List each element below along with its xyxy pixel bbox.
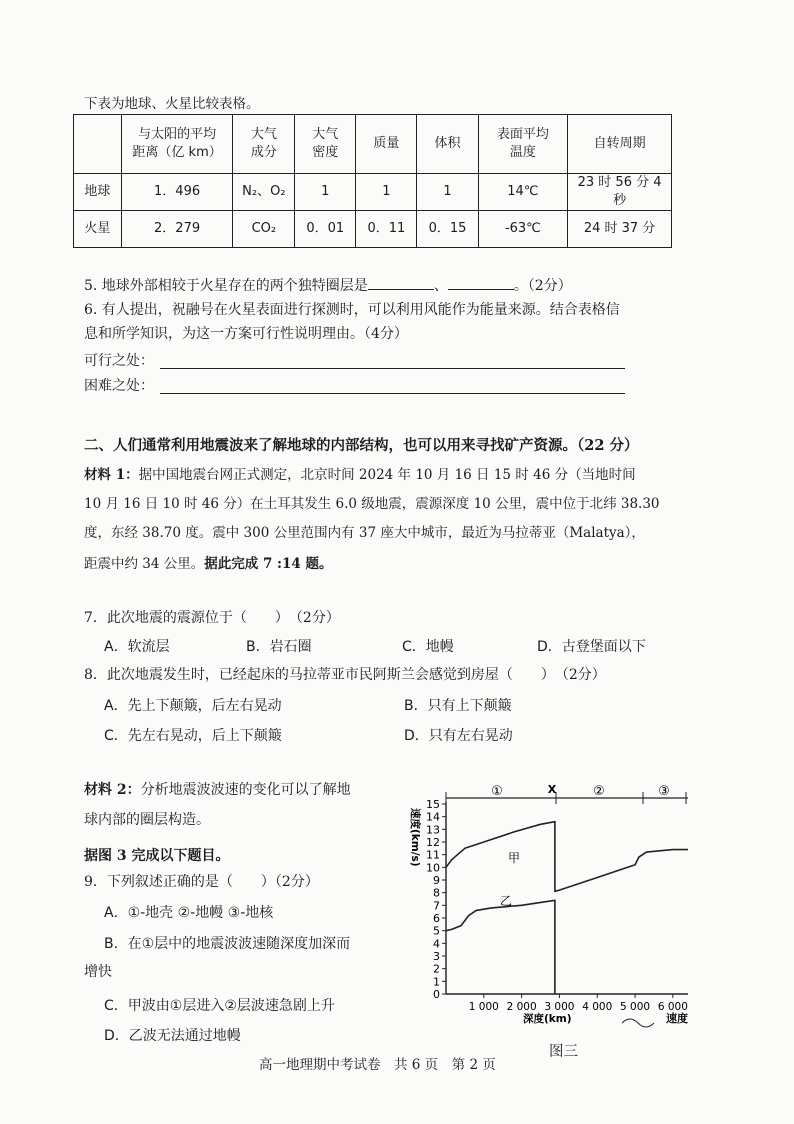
- table-intro: 下表为地球、火星比较表格。: [84, 96, 260, 112]
- y-tick-label: 2: [433, 962, 440, 976]
- x-tick-label: 6 000: [657, 1001, 688, 1013]
- table-cell: 地球: [74, 174, 122, 211]
- y-tick-label: 9: [433, 874, 440, 887]
- y-tick-label: 11: [426, 848, 440, 862]
- y-tick-label: 5: [433, 924, 440, 938]
- table-cell: 2．279: [121, 211, 233, 248]
- table-header-cell: 表面平均 温度: [478, 115, 568, 174]
- question-6-line2: 息和所学知识，为这一方案可行性说明理由。（4分）: [84, 326, 408, 342]
- question-7-stem: 7．此次地震的震源位于（ ） （2分）: [84, 610, 340, 626]
- q5-score-text: 。（2分）: [513, 278, 572, 294]
- question-5: [84, 275, 572, 295]
- q9-option-b[interactable]: B．在①层中的地震波波速随深度加深而: [104, 936, 351, 952]
- y-tick-label: 0: [433, 988, 440, 1001]
- table-cell: CO₂: [233, 211, 295, 248]
- material-1-text: 据中国地震台网正式测定，北京时间 2024 年 10 月 16 日 15 时 46 分（当地时间: [138, 467, 636, 483]
- table-header-row: [74, 115, 672, 174]
- x-tick-label: 1 000: [468, 1001, 499, 1013]
- table-cell: -63℃: [478, 211, 568, 248]
- question-9-stem: 9．下列叙述正确的是（ ）（2分）: [84, 874, 319, 890]
- table-row: [74, 174, 672, 211]
- table-cell: 0．15: [417, 211, 478, 248]
- table-header-cell: 与太阳的平均 距离（亿 km）: [121, 115, 233, 174]
- q9-option-a[interactable]: A．①-地壳 ②-地幔 ③-地核: [104, 905, 274, 921]
- material-1-line4: [84, 552, 333, 572]
- table-cell: 火星: [74, 211, 122, 248]
- y-tick-label: 1: [433, 975, 440, 989]
- x-tick-label: 3 000: [544, 1001, 575, 1013]
- figure-caption-text: 图三: [549, 1044, 578, 1060]
- x-tick-label: 2 000: [506, 1001, 537, 1013]
- material-1-line3: 度，东经 38.70 度。震中 300 公里范围内有 37 座大中城市，最近为马拉蒂亚（Malatya），: [84, 525, 645, 541]
- x-tick-label: 5 000: [620, 1001, 651, 1013]
- table-cell: 1: [356, 174, 417, 211]
- q8-option-a[interactable]: A．先上下颠簸，后左右晃动: [104, 698, 282, 714]
- x-tick-label: 4 000: [582, 1001, 613, 1013]
- q8-option-d[interactable]: D．只有左右晃动: [404, 728, 513, 744]
- y-tick-label: 14: [426, 810, 440, 824]
- series-line-jia: [446, 822, 688, 892]
- q8-option-b[interactable]: B．只有上下颠簸: [404, 698, 512, 714]
- table-cell: N₂、O₂: [233, 174, 295, 211]
- material-1-line1: [84, 463, 636, 483]
- material-1-distance: 距震中约 34 公里。: [84, 556, 205, 572]
- table-cell: 23 时 56 分 4 秒: [568, 174, 672, 211]
- y-tick-label: 10: [426, 861, 440, 875]
- table-header-cell: 大气 密度: [295, 115, 356, 174]
- q7-option-c[interactable]: C．地幔: [402, 639, 454, 655]
- table-header-cell: [74, 115, 122, 174]
- table-cell: 0．11: [356, 211, 417, 248]
- difficulty-answer-line[interactable]: [160, 393, 625, 394]
- material-2-label: 材料 2：: [84, 782, 141, 798]
- legend-wave-icon: [622, 1019, 654, 1027]
- y-tick-label: 7: [433, 899, 440, 913]
- layer-label-1: ①: [491, 784, 503, 799]
- y-tick-label: 6: [433, 912, 440, 925]
- table-cell: 1: [295, 174, 356, 211]
- q8-option-c[interactable]: C．先左右晃动，后上下颠簸: [104, 728, 282, 744]
- q9-option-d[interactable]: D．乙波无法通过地幔: [104, 1028, 241, 1044]
- q5-text: 5. 地球外部相较于火星存在的两个独特圈层是: [84, 278, 368, 294]
- q9-option-c[interactable]: C．甲波由①层进入②层波速急剧上升: [104, 998, 335, 1014]
- q5-answer-blank-2[interactable]: [448, 275, 514, 290]
- feasible-answer-line[interactable]: [160, 368, 625, 369]
- question-6-line1: 6. 有人提出，祝融号在火星表面进行探测时，可以利用风能作为能量来源。结合表格信: [84, 302, 620, 318]
- q7-option-b[interactable]: B．岩石圈: [246, 639, 312, 655]
- wave-label-jia: 甲: [508, 851, 521, 865]
- material-2-line1: [84, 779, 351, 799]
- y-tick-label: 13: [426, 823, 440, 837]
- feasible-label: 可行之处：: [84, 353, 154, 369]
- layer-label-2: ②: [593, 784, 605, 799]
- seismic-wave-chart: [400, 774, 700, 1044]
- table-cell: 14℃: [478, 174, 568, 211]
- wave-label-yi: 乙: [500, 894, 513, 908]
- q7-option-d[interactable]: D．古登堡面以下: [537, 639, 646, 655]
- material-1-label: 材料 1：: [84, 467, 139, 483]
- table-header-cell: 质量: [356, 115, 417, 174]
- table-header-cell: 体积: [417, 115, 478, 174]
- x-axis-label: 深度(km): [523, 1013, 572, 1025]
- earth-mars-table: [73, 114, 672, 248]
- material-1-line2: 10 月 16 日 10 时 46 分）在土耳其发生 6.0 级地震，震源深度 10 公里，震中位于北纬 38.30: [84, 496, 660, 512]
- layer-label-3: ③: [658, 784, 670, 799]
- material-2-text: 分析地震波波速的变化可以了解地: [140, 782, 351, 798]
- material-2-line2: 球内部的圈层构造。: [84, 812, 210, 828]
- y-tick-label: 12: [426, 836, 440, 849]
- difficulty-label: 困难之处：: [84, 378, 154, 394]
- table-cell: 0．01: [295, 211, 356, 248]
- series-line-yi: [446, 900, 555, 994]
- layer-label-x: X: [547, 783, 557, 796]
- q5-separator: 、: [433, 278, 448, 294]
- q9-option-b-cont: 增快: [84, 964, 112, 980]
- material-2-instruction: 据图 3 完成以下题目。: [84, 848, 230, 864]
- table-row: [74, 211, 672, 248]
- table-cell: 24 时 37 分: [568, 211, 672, 248]
- page-footer: 高一地理期中考试卷 共 6 页 第 2 页: [259, 1057, 496, 1073]
- q7-option-a[interactable]: A．软流层: [104, 639, 170, 655]
- table-header-cell: 自转周期: [568, 115, 672, 174]
- y-tick-label: 15: [426, 798, 440, 811]
- question-8-stem: 8．此次地震发生时，已经起床的马拉蒂亚市民阿斯兰会感觉到房屋（ ） （2分）: [84, 667, 606, 683]
- y-tick-label: 4: [433, 937, 440, 951]
- material-1-instruction: 据此完成 7 :14 题。: [204, 556, 333, 572]
- legend-speed-label: 速度: [666, 1012, 688, 1025]
- table-cell: 1．496: [121, 174, 233, 211]
- y-axis-label: 速度(km/s): [409, 808, 421, 867]
- table-header-cell: 大气 成分: [233, 115, 295, 174]
- table-cell: 1: [417, 174, 478, 211]
- section-2-title: 二、人们通常利用地震波来了解地球的内部结构，也可以用来寻找矿产资源。（22 分）: [84, 437, 639, 454]
- q5-answer-blank-1[interactable]: [368, 275, 434, 290]
- y-tick-label: 8: [433, 886, 440, 900]
- y-tick-label: 3: [433, 950, 440, 963]
